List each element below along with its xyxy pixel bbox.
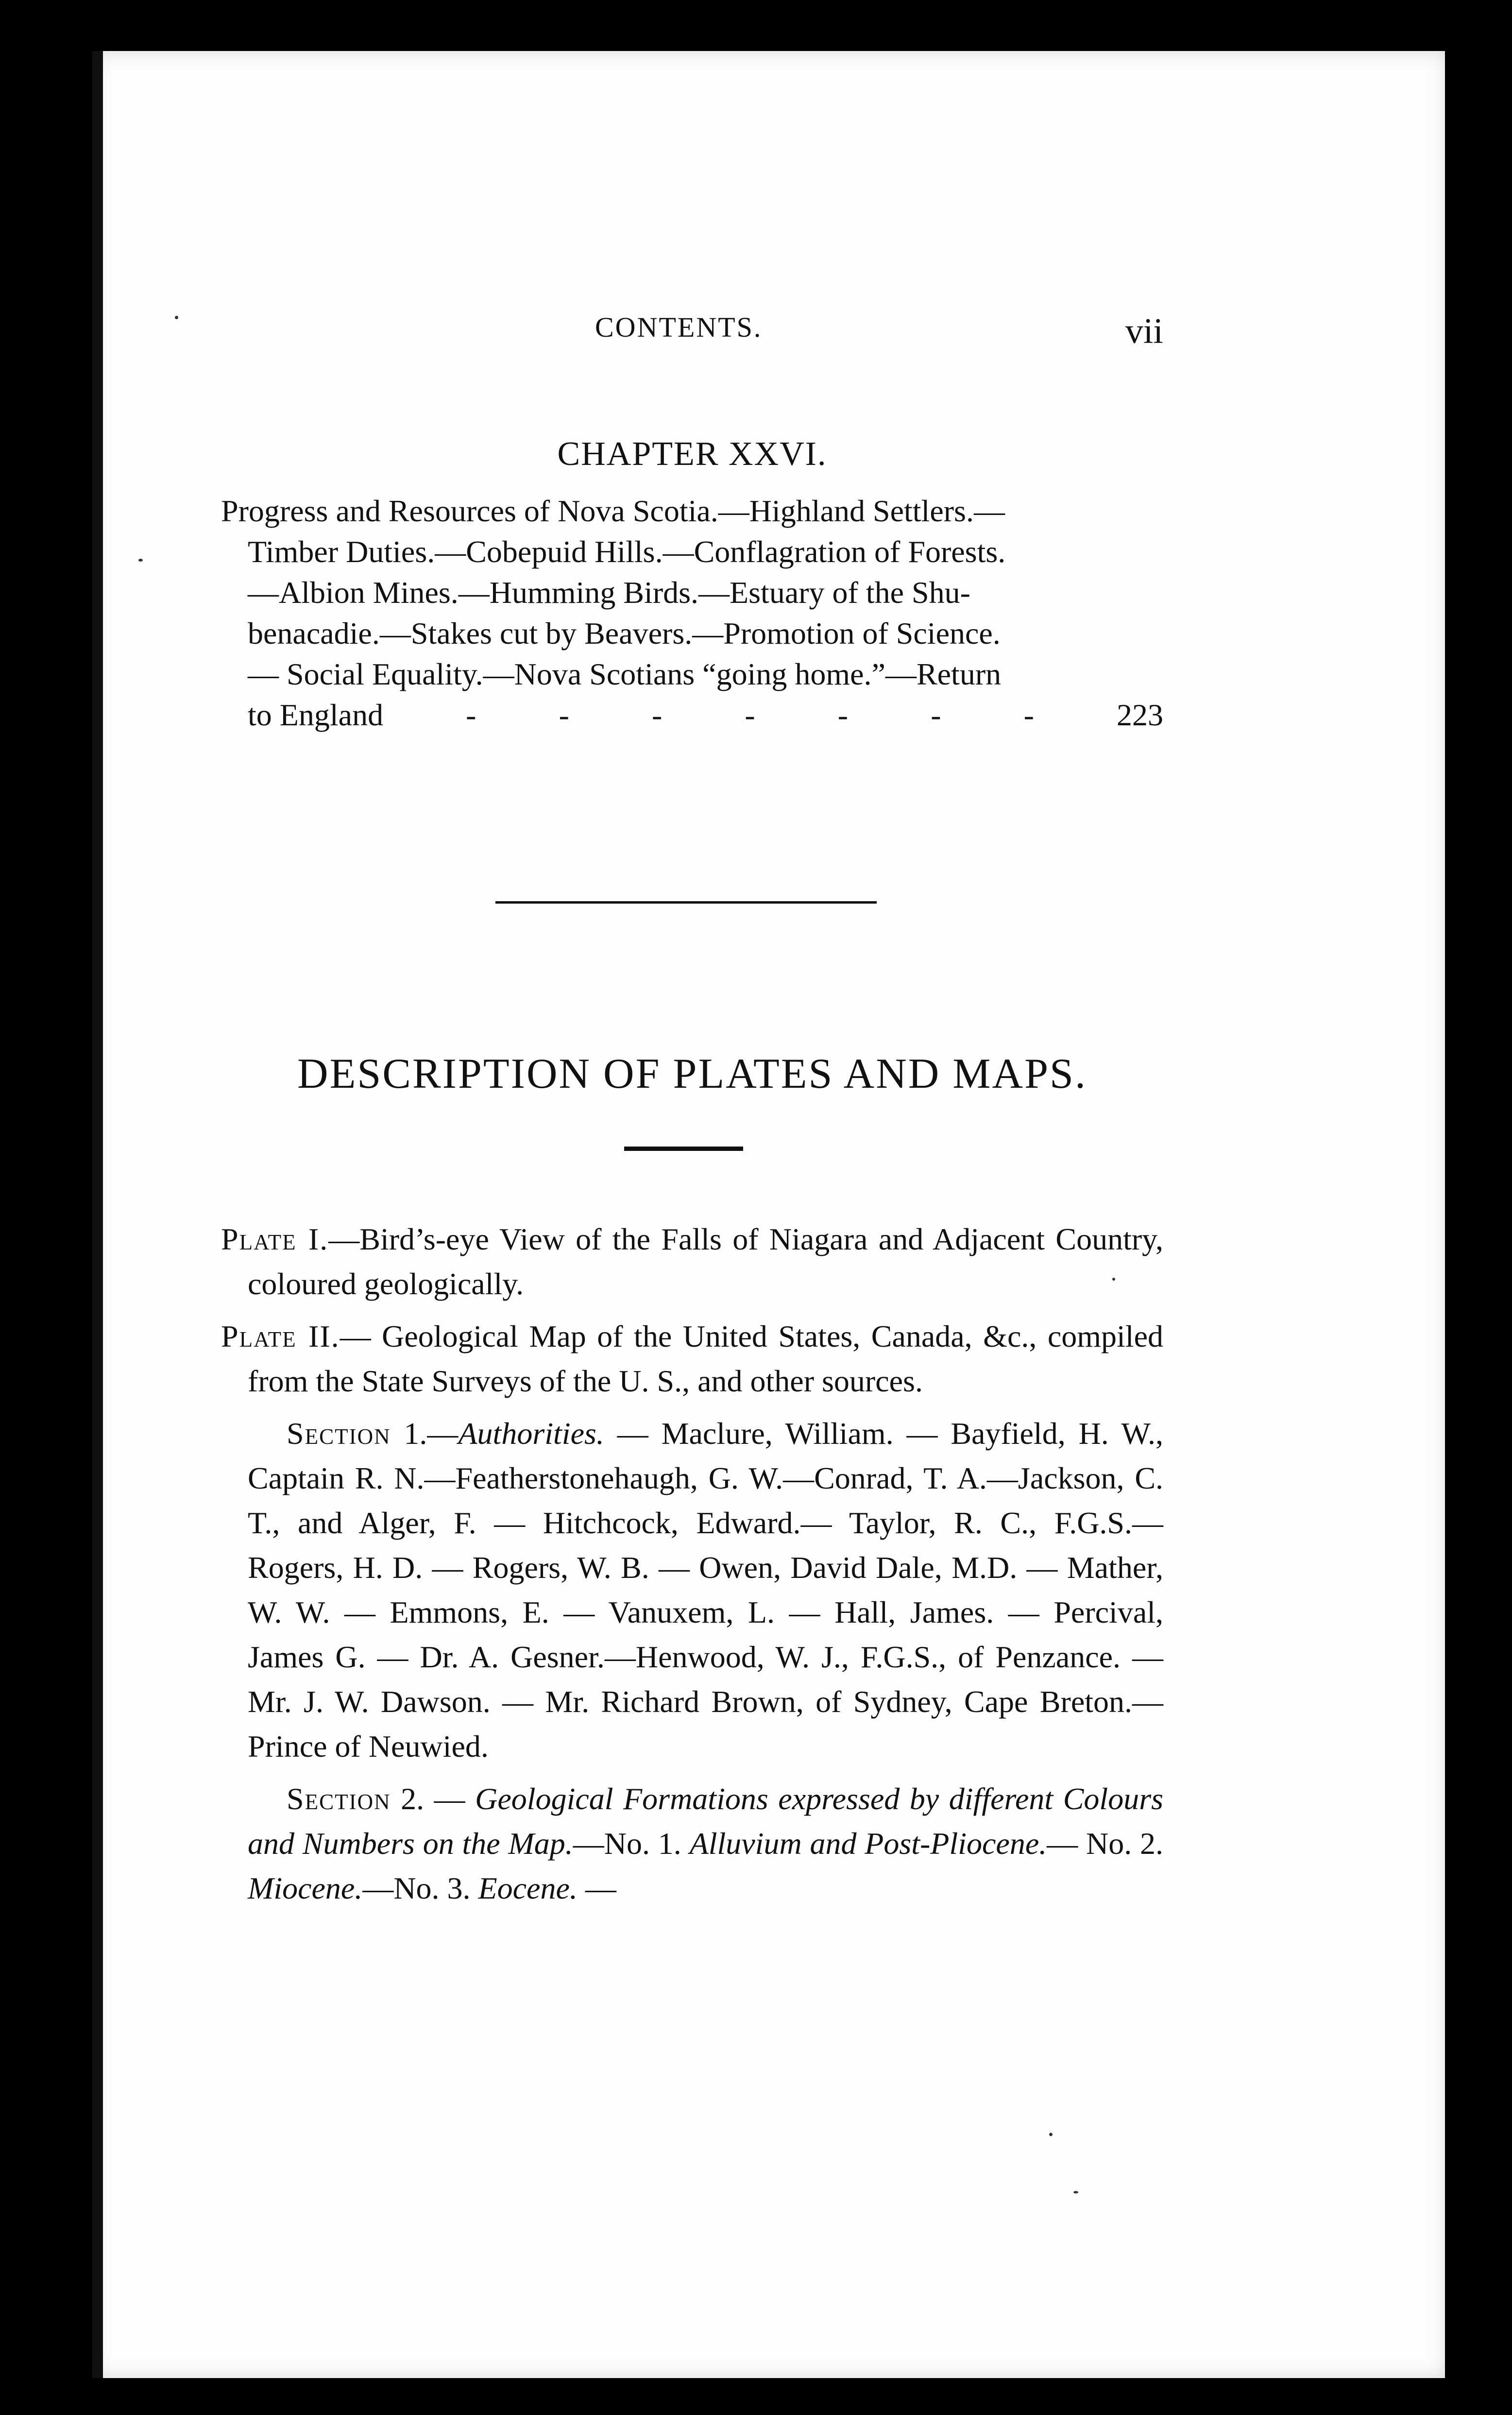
toc-page-number: 223: [1117, 698, 1163, 732]
section-label: Section: [287, 1781, 391, 1816]
heading-underline-rule: [624, 1147, 743, 1151]
summary-line: benacadie.—Stakes cut by Beavers.—Promotion of Science.: [248, 616, 1001, 651]
section-divider-rule: [495, 901, 877, 904]
dot-leader: -: [559, 698, 569, 732]
section-entry: [221, 1411, 1163, 1769]
paper-speck: [1049, 2133, 1053, 2136]
running-head-title: CONTENTS.: [595, 311, 763, 343]
summary-line: —Albion Mines.—Humming Birds.—Estuary of the Shu-: [248, 575, 970, 610]
dot-leader: -: [651, 698, 663, 732]
section-text: —: [577, 1871, 616, 1905]
dot-leader: -: [745, 698, 755, 732]
dot-leader: -: [466, 698, 476, 732]
dot-leader: -: [931, 698, 941, 732]
formation-name: Alluvium and Post-Pliocene.: [689, 1826, 1047, 1861]
section-text: —No. 1.: [573, 1826, 690, 1861]
chapter-heading: CHAPTER XXVI.: [557, 435, 827, 473]
paper-speck: [1112, 1278, 1115, 1281]
section-label: Section: [287, 1416, 391, 1451]
section-title: Authorities.: [458, 1416, 604, 1451]
plate-label: Plate II.: [221, 1319, 340, 1353]
page-number: vii: [1125, 311, 1163, 351]
paper-speck: [1073, 2191, 1078, 2193]
summary-line: — Social Equality.—Nova Scotians “going home.”—Return: [248, 657, 1002, 691]
plates-list: [221, 1217, 1163, 1918]
formation-name: Miocene.: [248, 1871, 363, 1905]
running-head: [221, 311, 1163, 350]
plate-label: Plate I.: [221, 1222, 329, 1256]
summary-line: to England: [248, 698, 384, 732]
summary-line: Timber Duties.—Cobepuid Hills.—Conflagration of Forests.: [248, 534, 1006, 569]
section-entry: [221, 1777, 1163, 1911]
plates-heading: DESCRIPTION OF PLATES AND MAPS.: [297, 1050, 1087, 1097]
dot-leader: -: [1023, 698, 1034, 732]
chapter-summary: [221, 491, 1163, 736]
section-text: — Maclure, William. — Bayfield, H. W., Captain R. N.—Featherstonehaugh, G. W.—Conrad, T. A.—Jackson, C. T., and Alger, F. — Hitchcock, Edward.— Taylor, R. C., F.G.S.— Rogers, H. D. — Rogers, W. B. — Owen, David Dale, M.D. — Mather, W. W. — Emmons, E. — Vanuxem, L. — Hall, James. — Percival, James G. — Dr. A. Gesner.—Henwood, W. J., F.G.S., of Penzance. — Mr. J. W. Dawson. — Mr. Richard Brown, of Sydney, Cape Breton.—Prince of Neuwied.: [248, 1416, 1164, 1764]
section-text: — No. 2.: [1047, 1826, 1164, 1861]
summary-line: Progress and Resources of Nova Scotia.—Highland Settlers.—: [221, 494, 1005, 528]
plate-description: —Bird’s-eye View of the Falls of Niagara and Adjacent Country, coloured geologically.: [248, 1222, 1164, 1301]
paper-speck: [138, 559, 143, 562]
section-title: Geological Formations expressed by different Colours and Numbers on the Map.: [248, 1781, 1164, 1861]
page-left-edge: [92, 51, 103, 2378]
plate-entry: [221, 1217, 1163, 1306]
paper-speck: [175, 316, 178, 319]
section-number: 2. —: [391, 1781, 476, 1816]
section-number: 1.—: [391, 1416, 459, 1451]
dot-leader: -: [837, 698, 849, 732]
plate-entry: [221, 1314, 1163, 1404]
formation-name: Eocene.: [478, 1871, 578, 1905]
page-background: [92, 51, 1447, 2378]
section-text: —No. 3.: [362, 1871, 478, 1905]
summary-last-line: [221, 695, 1163, 736]
page-right-edge: [1445, 51, 1512, 2415]
plate-description: — Geological Map of the United States, Canada, &c., compiled from the State Surveys of the U. S., and other sources.: [248, 1319, 1163, 1398]
